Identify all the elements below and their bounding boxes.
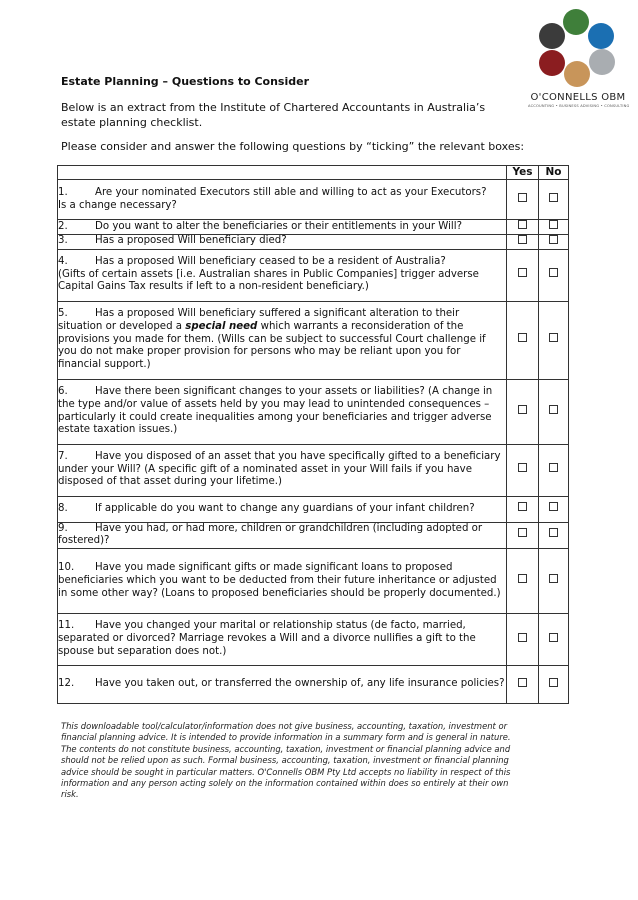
question-text	[58, 549, 507, 614]
question-text	[58, 180, 507, 220]
yes-cell	[507, 220, 539, 235]
yes-checkbox[interactable]	[518, 574, 527, 583]
question-text	[58, 666, 507, 704]
question-text	[58, 379, 507, 444]
question-number: 10.	[58, 561, 75, 573]
yes-cell	[507, 249, 539, 301]
yes-checkbox[interactable]	[518, 193, 527, 202]
table-row	[58, 549, 569, 614]
col-yes-header: Yes	[507, 166, 539, 180]
question-extra: Is a change necessary?	[58, 199, 177, 211]
question-body: Have you disposed of an asset that you have specifically gifted to a beneficiary under your Will? (A specific gift of a nominated asset in your Will fails if you have disposed of that asset during your lifetime.)	[58, 450, 501, 488]
question-number: 7.	[58, 450, 68, 462]
question-text	[58, 249, 507, 301]
question-number: 12.	[58, 678, 75, 690]
yes-cell	[507, 614, 539, 666]
no-cell	[539, 444, 569, 496]
no-cell	[539, 614, 569, 666]
no-checkbox[interactable]	[549, 405, 558, 414]
intro-text: Below is an extract from the Institute of Chartered Accountants in Australia’s estate planning checklist.	[61, 101, 486, 129]
no-cell	[539, 496, 569, 522]
question-number: 2.	[58, 220, 68, 232]
yes-checkbox[interactable]	[518, 235, 527, 244]
question-body-cont: which warrants a reconsideration of the provisions you made for them. (Wills can be subject to successful Court challenge if you do not make proper provision for persons who may be reliant upon you for financial support.)	[58, 320, 486, 371]
no-cell	[539, 301, 569, 379]
no-checkbox[interactable]	[549, 193, 558, 202]
question-text	[58, 444, 507, 496]
question-body: Have you made significant gifts or made significant loans to proposed beneficiaries which you want to be deducted from their future inheritance or adjusted in some other way? (Loans to proposed beneficiaries should be properly documented.)	[58, 561, 501, 599]
yes-checkbox[interactable]	[518, 268, 527, 277]
table-row	[58, 180, 569, 220]
logo-circles-icon	[528, 6, 628, 92]
question-text	[58, 496, 507, 522]
questions-table	[57, 165, 569, 704]
disclaimer-text: This downloadable tool/calculator/information does not give business, accounting, taxation, investment or financial planning advice. It is intended to provide information in a summary form and is general in nature. The contents do not constitute business, accounting, taxation, investment or financial planning advice and should not be relied upon as such. Formal business, accounting, taxation, investment or financial planning advice should be sought in particular matters. O'Connells OBM Pty Ltd accepts no liability in respect of this information and any person acting solely on the information contained within does so entirely at their own risk.	[61, 721, 511, 800]
table-row	[58, 522, 569, 549]
table-row	[58, 220, 569, 235]
question-number: 5.	[58, 308, 68, 320]
yes-checkbox[interactable]	[518, 633, 527, 642]
no-checkbox[interactable]	[549, 528, 558, 537]
no-cell	[539, 549, 569, 614]
no-cell	[539, 220, 569, 235]
special-need-emphasis: special need	[185, 320, 258, 332]
question-number: 1.	[58, 186, 68, 198]
instruction-text: Please consider and answer the following questions by “ticking” the relevant boxes:	[61, 140, 525, 153]
question-text	[58, 234, 507, 249]
table-row	[58, 249, 569, 301]
no-cell	[539, 522, 569, 549]
yes-cell	[507, 180, 539, 220]
yes-cell	[507, 301, 539, 379]
logo-tagline: ACCOUNTING • BUSINESS ADVISING • CONSULTING	[528, 104, 630, 108]
question-body: Have there been significant changes to your assets or liabilities? (A change in the type and/or value of assets held by you may lead to unintended consequences – particularly it could create inequalities among your beneficiaries and trigger adverse estate taxation issues.)	[58, 386, 493, 436]
yes-cell	[507, 549, 539, 614]
table-row	[58, 301, 569, 379]
yes-checkbox[interactable]	[518, 405, 527, 414]
table-row	[58, 496, 569, 522]
yes-checkbox[interactable]	[518, 678, 527, 687]
yes-cell	[507, 522, 539, 549]
question-text	[58, 301, 507, 379]
no-cell	[539, 249, 569, 301]
question-body: Have you changed your marital or relationship status (de facto, married, separated or divorced? Marriage revokes a Will and a divorce nullifies a gift to the spouse but separation does not.)	[58, 620, 476, 658]
no-checkbox[interactable]	[549, 463, 558, 472]
question-text	[58, 614, 507, 666]
no-cell	[539, 180, 569, 220]
col-no-header: No	[539, 166, 569, 180]
question-body: Have you had, or had more, children or grandchildren (including adopted or fostered)?	[58, 522, 483, 547]
no-checkbox[interactable]	[549, 268, 558, 277]
question-number: 4.	[58, 255, 68, 267]
no-checkbox[interactable]	[549, 333, 558, 342]
yes-checkbox[interactable]	[518, 333, 527, 342]
question-body: Has a proposed Will beneficiary ceased to be a resident of Australia?	[95, 255, 446, 267]
question-extra: (Gifts of certain assets [i.e. Australian shares in Public Companies] trigger adverse Capital Gains Tax results if left to a non-resident beneficiary.)	[58, 268, 479, 293]
no-checkbox[interactable]	[549, 678, 558, 687]
question-body: Are your nominated Executors still able and willing to act as your Executors?	[95, 186, 487, 198]
no-checkbox[interactable]	[549, 502, 558, 511]
logo-name: O'CONNELLS OBM	[530, 92, 626, 103]
no-checkbox[interactable]	[549, 235, 558, 244]
table-row	[58, 234, 569, 249]
question-number: 8.	[58, 502, 68, 514]
yes-checkbox[interactable]	[518, 220, 527, 229]
no-cell	[539, 379, 569, 444]
company-logo	[528, 6, 628, 118]
no-checkbox[interactable]	[549, 220, 558, 229]
yes-checkbox[interactable]	[518, 502, 527, 511]
question-number: 9.	[58, 522, 68, 534]
yes-cell	[507, 234, 539, 249]
no-checkbox[interactable]	[549, 574, 558, 583]
question-number: 6.	[58, 386, 68, 397]
header-blank	[58, 166, 507, 180]
table-row	[58, 444, 569, 496]
question-body: Do you want to alter the beneficiaries or their entitlements in your Will?	[95, 220, 462, 232]
yes-cell	[507, 496, 539, 522]
yes-checkbox[interactable]	[518, 528, 527, 537]
yes-checkbox[interactable]	[518, 463, 527, 472]
question-number: 3.	[58, 235, 68, 247]
table-header-row	[58, 166, 569, 180]
no-cell	[539, 666, 569, 704]
question-body: If applicable do you want to change any guardians of your infant children?	[95, 502, 475, 514]
question-text	[58, 220, 507, 235]
table-row	[58, 379, 569, 444]
question-number: 11.	[58, 620, 75, 632]
question-body: Has a proposed Will beneficiary died?	[95, 235, 287, 247]
question-body: Have you taken out, or transferred the ownership of, any life insurance policies?	[95, 678, 505, 690]
no-cell	[539, 234, 569, 249]
question-text	[58, 522, 507, 549]
page-title: Estate Planning – Questions to Consider	[61, 75, 310, 88]
table-row	[58, 666, 569, 704]
yes-cell	[507, 666, 539, 704]
yes-cell	[507, 444, 539, 496]
no-checkbox[interactable]	[549, 633, 558, 642]
question-body: Has a proposed Will beneficiary suffered a significant alteration to their situation or developed a	[58, 308, 460, 332]
table-row	[58, 614, 569, 666]
yes-cell	[507, 379, 539, 444]
